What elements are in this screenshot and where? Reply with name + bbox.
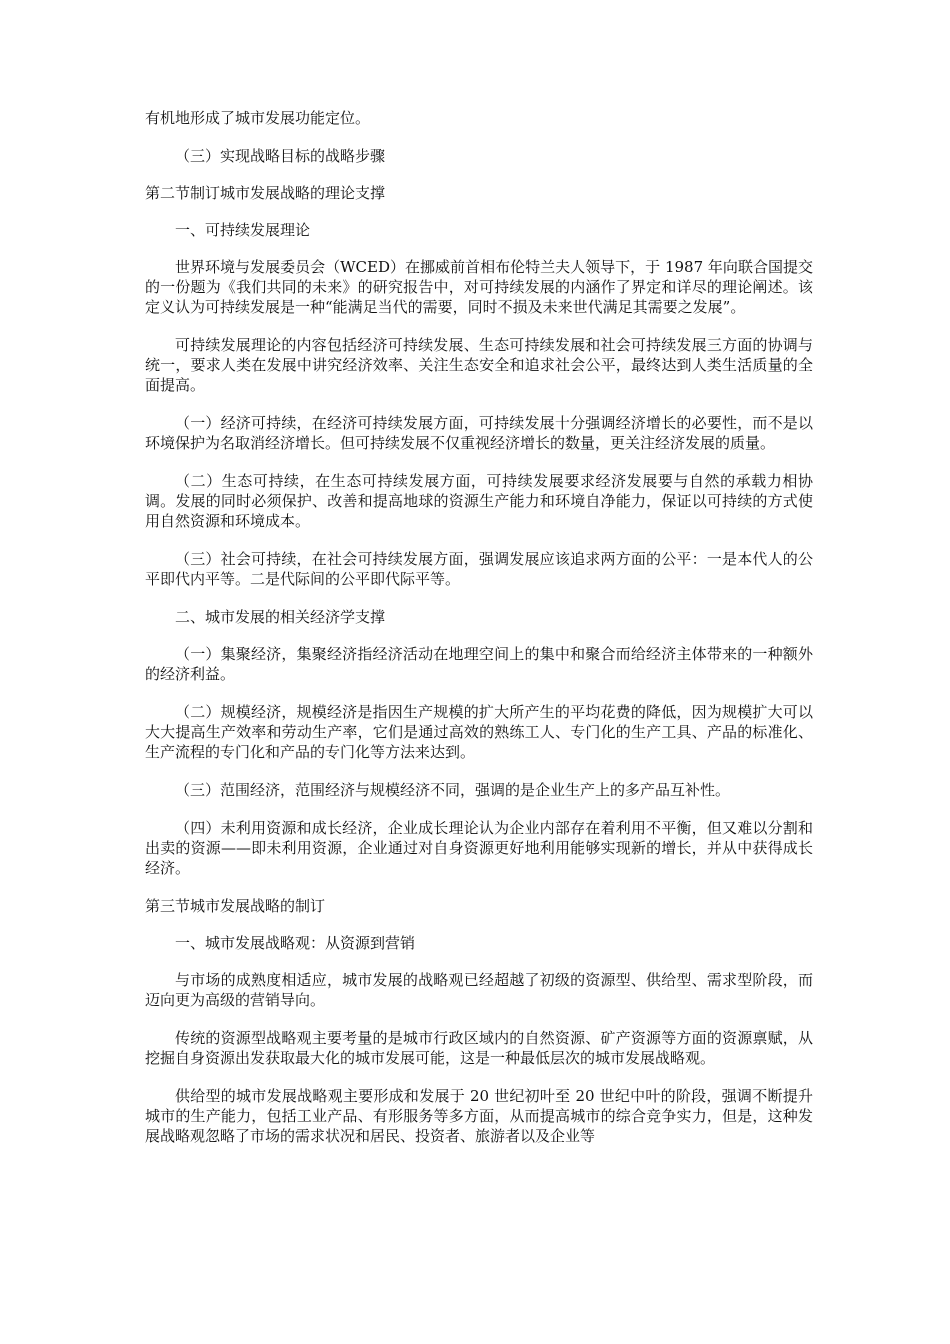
section-heading: 第二节制订城市发展战略的理论支撑 bbox=[145, 184, 386, 202]
paragraph: 供给型的城市发展战略观主要形成和发展于 20 世纪初叶至 20 世纪中叶的阶段，强调不断提升城市的生产能力，包括工业产品、有形服务等多方面，从而提高城市的综合竞争实力，但是，这种发展战略观忽略了市场的需求状况和居民、投资者、旅游者以及企业等 bbox=[145, 1087, 813, 1145]
paragraph: 可持续发展理论的内容包括经济可持续发展、生态可持续发展和社会可持续发展三方面的协调与统一，要求人类在发展中讲究经济效率、关注生态安全和追求社会公平，最终达到人类生活质量的全面提高。 bbox=[145, 336, 813, 394]
paragraph: （二）生态可持续，在生态可持续发展方面，可持续发展要求经济发展要与自然的承载力相协调。发展的同时必须保护、改善和提高地球的资源生产能力和环境自净能力，保证以可持续的方式使用自然资源和环境成本。 bbox=[145, 472, 813, 530]
section-heading: 第三节城市发展战略的制订 bbox=[145, 897, 326, 915]
paragraph: （三）社会可持续，在社会可持续发展方面，强调发展应该追求两方面的公平：一是本代人的公平即代内平等。二是代际间的公平即代际平等。 bbox=[145, 550, 813, 588]
subsection-heading: 一、可持续发展理论 bbox=[175, 221, 311, 239]
subsection-heading: 二、城市发展的相关经济学支撑 bbox=[175, 608, 386, 626]
subsection-heading: 一、城市发展战略观：从资源到营销 bbox=[175, 934, 416, 952]
paragraph: （三）范围经济，范围经济与规模经济不同，强调的是企业生产上的多产品互补性。 bbox=[175, 781, 731, 799]
paragraph: （四）未利用资源和成长经济，企业成长理论认为企业内部存在着利用不平衡，但又难以分割和出卖的资源——即未利用资源，企业通过对自身资源更好地利用能够实现新的增长，并从中获得成长经济。 bbox=[145, 819, 813, 877]
paragraph: 与市场的成熟度相适应，城市发展的战略观已经超越了初级的资源型、供给型、需求型阶段，而迈向更为高级的营销导向。 bbox=[145, 971, 813, 1009]
paragraph: （一）集聚经济，集聚经济指经济活动在地理空间上的集中和聚合而给经济主体带来的一种额外的经济利益。 bbox=[145, 645, 813, 683]
paragraph: 世界环境与发展委员会（WCED）在挪威前首相布伦特兰夫人领导下，于 1987 年向联合国提交的一份题为《我们共同的未来》的研究报告中，对可持续发展的内涵作了界定和详尽的理论阐述。该定义认为可持续发展是一种“能满足当代的需要，同时不损及未来世代满足其需要之发展”。 bbox=[145, 258, 813, 316]
subsection-heading: （三）实现战略目标的战略步骤 bbox=[175, 147, 386, 165]
paragraph: （一）经济可持续，在经济可持续发展方面，可持续发展十分强调经济增长的必要性，而不是以环境保护为名取消经济增长。但可持续发展不仅重视经济增长的数量，更关注经济发展的质量。 bbox=[145, 414, 813, 452]
document-page bbox=[145, 108, 813, 1164]
paragraph: 传统的资源型战略观主要考量的是城市行政区域内的自然资源、矿产资源等方面的资源禀赋，从挖掘自身资源出发获取最大化的城市发展可能，这是一种最低层次的城市发展战略观。 bbox=[145, 1029, 813, 1067]
paragraph: （二）规模经济，规模经济是指因生产规模的扩大所产生的平均花费的降低，因为规模扩大可以大大提高生产效率和劳动生产率，它们是通过高效的熟练工人、专门化的生产工具、产品的标准化、生产流程的专门化和产品的专门化等方法来达到。 bbox=[145, 703, 813, 761]
paragraph: 有机地形成了城市发展功能定位。 bbox=[145, 109, 371, 127]
